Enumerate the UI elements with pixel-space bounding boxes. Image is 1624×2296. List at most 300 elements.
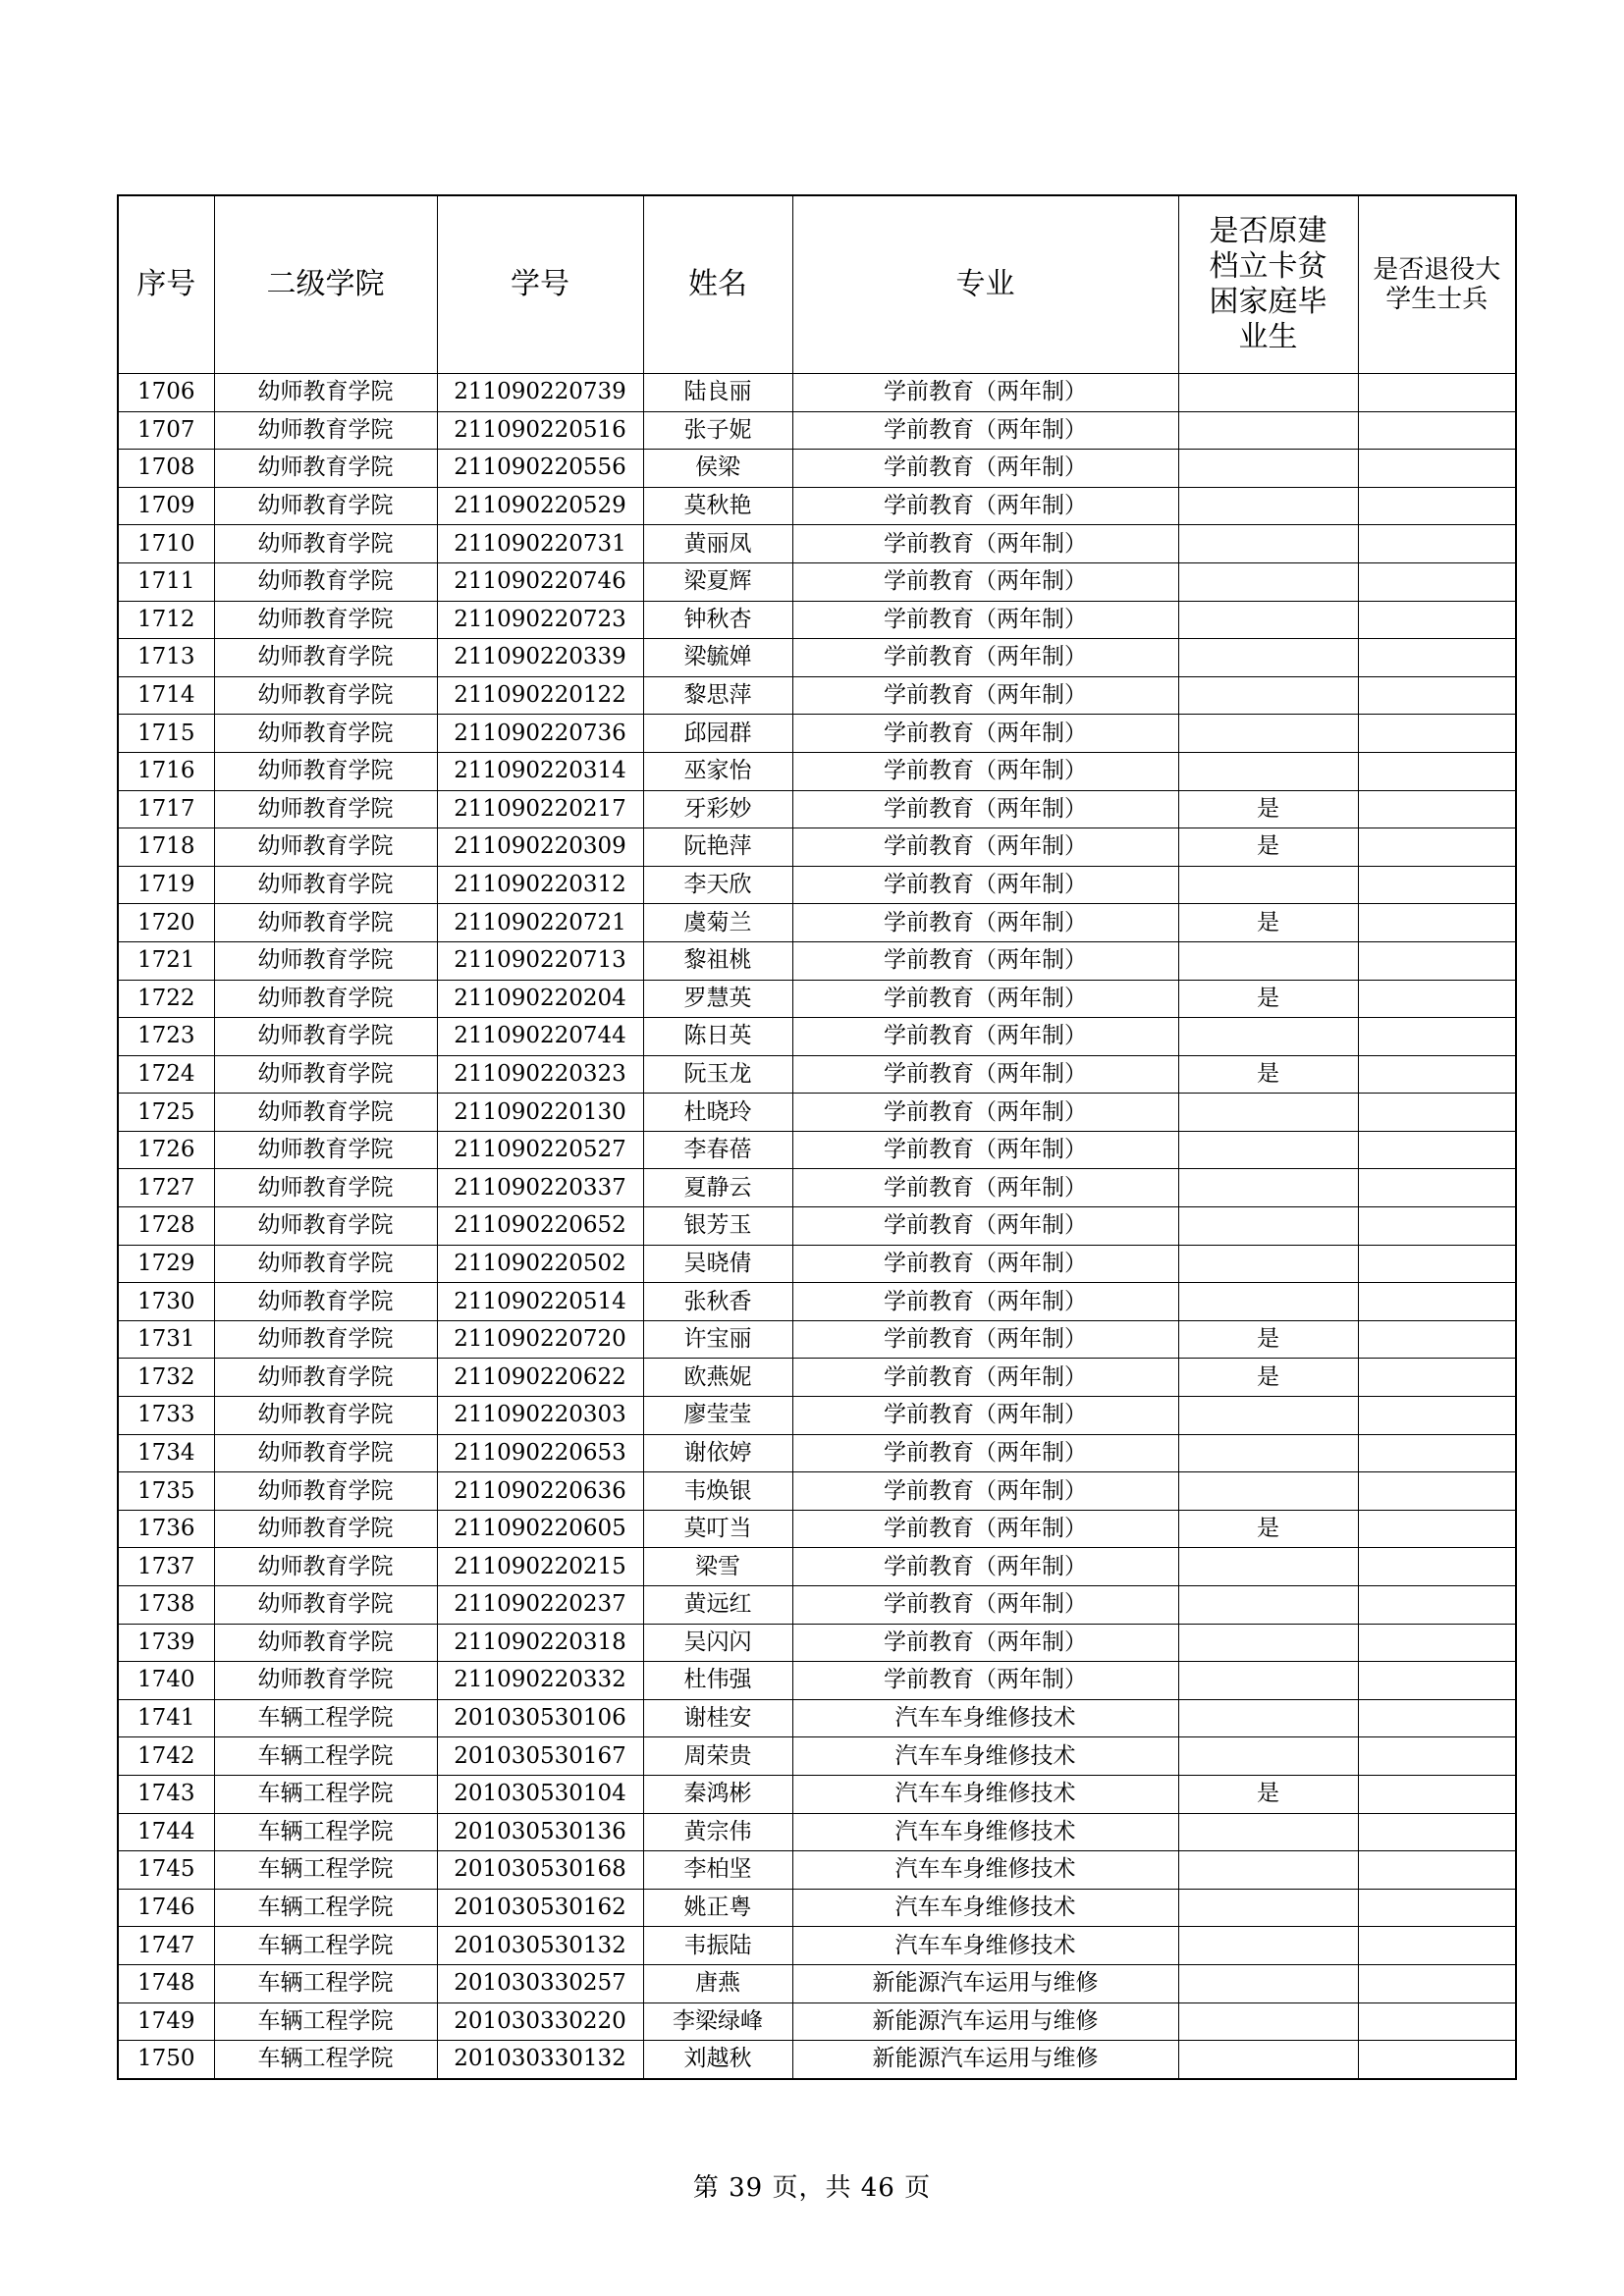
cell-major: 汽车车身维修技术 <box>792 1927 1178 1965</box>
cell-poverty <box>1178 1586 1358 1625</box>
cell-poverty <box>1178 752 1358 790</box>
cell-student-id: 211090220721 <box>437 904 643 942</box>
cell-seq: 1710 <box>118 525 214 563</box>
cell-student-id: 211090220237 <box>437 1586 643 1625</box>
table-row <box>118 1927 1516 1965</box>
table-row <box>118 1207 1516 1246</box>
cell-seq: 1719 <box>118 866 214 904</box>
cell-student-id: 211090220204 <box>437 980 643 1018</box>
cell-college: 幼师教育学院 <box>214 1131 437 1169</box>
cell-college: 幼师教育学院 <box>214 450 437 488</box>
cell-veteran <box>1358 1055 1516 1094</box>
cell-major: 学前教育（两年制） <box>792 1397 1178 1435</box>
table-row <box>118 676 1516 715</box>
cell-student-id: 211090220653 <box>437 1434 643 1472</box>
cell-student-id: 211090220529 <box>437 487 643 525</box>
cell-veteran <box>1358 450 1516 488</box>
cell-poverty <box>1178 562 1358 601</box>
cell-poverty <box>1178 1699 1358 1737</box>
cell-college: 幼师教育学院 <box>214 1359 437 1397</box>
cell-seq: 1746 <box>118 1889 214 1927</box>
cell-poverty <box>1178 1018 1358 1056</box>
table-row <box>118 1624 1516 1662</box>
cell-poverty <box>1178 1169 1358 1207</box>
cell-name: 黎祖桃 <box>643 941 792 980</box>
cell-seq: 1715 <box>118 715 214 753</box>
cell-college: 幼师教育学院 <box>214 904 437 942</box>
cell-seq: 1738 <box>118 1586 214 1625</box>
cell-seq: 1716 <box>118 752 214 790</box>
cell-college: 车辆工程学院 <box>214 1964 437 2002</box>
table-row <box>118 1131 1516 1169</box>
cell-seq: 1712 <box>118 601 214 639</box>
cell-name: 莫叮当 <box>643 1510 792 1548</box>
cell-veteran <box>1358 1131 1516 1169</box>
cell-poverty <box>1178 1851 1358 1890</box>
table-row <box>118 1662 1516 1700</box>
cell-poverty <box>1178 941 1358 980</box>
cell-major: 学前教育（两年制） <box>792 411 1178 450</box>
cell-major: 学前教育（两年制） <box>792 1169 1178 1207</box>
cell-student-id: 211090220122 <box>437 676 643 715</box>
cell-name: 唐燕 <box>643 1964 792 2002</box>
cell-name: 廖莹莹 <box>643 1397 792 1435</box>
cell-veteran <box>1358 1094 1516 1132</box>
table-row <box>118 1851 1516 1890</box>
table-row <box>118 1434 1516 1472</box>
cell-seq: 1718 <box>118 828 214 867</box>
table-row <box>118 1245 1516 1283</box>
table-row <box>118 941 1516 980</box>
cell-veteran <box>1358 1472 1516 1511</box>
cell-poverty <box>1178 676 1358 715</box>
cell-college: 幼师教育学院 <box>214 525 437 563</box>
cell-name: 邱园群 <box>643 715 792 753</box>
cell-seq: 1737 <box>118 1548 214 1586</box>
cell-veteran <box>1358 904 1516 942</box>
cell-seq: 1721 <box>118 941 214 980</box>
cell-major: 新能源汽车运用与维修 <box>792 1964 1178 2002</box>
cell-college: 幼师教育学院 <box>214 601 437 639</box>
cell-college: 幼师教育学院 <box>214 941 437 980</box>
cell-name: 黄远红 <box>643 1586 792 1625</box>
cell-major: 学前教育（两年制） <box>792 639 1178 677</box>
cell-seq: 1727 <box>118 1169 214 1207</box>
cell-poverty <box>1178 411 1358 450</box>
table-row <box>118 1472 1516 1511</box>
cell-name: 陈日英 <box>643 1018 792 1056</box>
cell-veteran <box>1358 1624 1516 1662</box>
cell-seq: 1706 <box>118 374 214 412</box>
table-row <box>118 1813 1516 1851</box>
cell-seq: 1726 <box>118 1131 214 1169</box>
cell-student-id: 211090220339 <box>437 639 643 677</box>
cell-seq: 1747 <box>118 1927 214 1965</box>
cell-name: 欧燕妮 <box>643 1359 792 1397</box>
cell-seq: 1717 <box>118 790 214 828</box>
cell-college: 车辆工程学院 <box>214 1813 437 1851</box>
cell-major: 学前教育（两年制） <box>792 374 1178 412</box>
cell-college: 幼师教育学院 <box>214 1055 437 1094</box>
cell-student-id: 211090220217 <box>437 790 643 828</box>
table-row <box>118 980 1516 1018</box>
cell-major: 学前教育（两年制） <box>792 752 1178 790</box>
cell-student-id: 201030530168 <box>437 1851 643 1890</box>
cell-college: 幼师教育学院 <box>214 1548 437 1586</box>
cell-college: 幼师教育学院 <box>214 676 437 715</box>
cell-seq: 1711 <box>118 562 214 601</box>
table-row <box>118 450 1516 488</box>
cell-major: 学前教育（两年制） <box>792 1624 1178 1662</box>
cell-name: 罗慧英 <box>643 980 792 1018</box>
cell-name: 张子妮 <box>643 411 792 450</box>
cell-name: 秦鸿彬 <box>643 1775 792 1813</box>
cell-major: 学前教育（两年制） <box>792 980 1178 1018</box>
table-row <box>118 1397 1516 1435</box>
table-row <box>118 1586 1516 1625</box>
cell-name: 侯梁 <box>643 450 792 488</box>
cell-college: 幼师教育学院 <box>214 866 437 904</box>
cell-veteran <box>1358 1548 1516 1586</box>
cell-veteran <box>1358 1207 1516 1246</box>
header-poverty-text: 是否原建档立卡贫困家庭毕业生 <box>1209 214 1327 354</box>
cell-seq: 1742 <box>118 1737 214 1776</box>
cell-name: 姚正粤 <box>643 1889 792 1927</box>
cell-name: 梁毓婵 <box>643 639 792 677</box>
cell-veteran <box>1358 1320 1516 1359</box>
table-row <box>118 1889 1516 1927</box>
cell-poverty <box>1178 1397 1358 1435</box>
cell-veteran <box>1358 1927 1516 1965</box>
cell-seq: 1709 <box>118 487 214 525</box>
cell-seq: 1748 <box>118 1964 214 2002</box>
cell-poverty <box>1178 1094 1358 1132</box>
cell-veteran <box>1358 1964 1516 2002</box>
cell-poverty: 是 <box>1178 904 1358 942</box>
cell-name: 黄宗伟 <box>643 1813 792 1851</box>
cell-major: 新能源汽车运用与维修 <box>792 2002 1178 2041</box>
header-student-id: 学号 <box>437 195 643 374</box>
cell-major: 学前教育（两年制） <box>792 562 1178 601</box>
cell-veteran <box>1358 941 1516 980</box>
cell-veteran <box>1358 601 1516 639</box>
cell-student-id: 201030530104 <box>437 1775 643 1813</box>
cell-poverty <box>1178 1434 1358 1472</box>
cell-seq: 1750 <box>118 2041 214 2079</box>
cell-veteran <box>1358 1510 1516 1548</box>
cell-poverty <box>1178 1964 1358 2002</box>
cell-major: 学前教育（两年制） <box>792 1207 1178 1246</box>
cell-college: 车辆工程学院 <box>214 1775 437 1813</box>
cell-student-id: 211090220605 <box>437 1510 643 1548</box>
cell-veteran <box>1358 1775 1516 1813</box>
header-poverty <box>1178 195 1358 374</box>
cell-seq: 1733 <box>118 1397 214 1435</box>
page-number: 第 39 页，共 46 页 <box>692 2173 932 2203</box>
cell-college: 幼师教育学院 <box>214 1320 437 1359</box>
cell-veteran <box>1358 374 1516 412</box>
table-row <box>118 639 1516 677</box>
cell-major: 汽车车身维修技术 <box>792 1699 1178 1737</box>
cell-college: 车辆工程学院 <box>214 1889 437 1927</box>
cell-veteran <box>1358 2002 1516 2041</box>
cell-name: 谢桂安 <box>643 1699 792 1737</box>
cell-poverty <box>1178 2041 1358 2079</box>
cell-seq: 1731 <box>118 1320 214 1359</box>
header-major: 专业 <box>792 195 1178 374</box>
table-row <box>118 1169 1516 1207</box>
cell-major: 学前教育（两年制） <box>792 1245 1178 1283</box>
cell-name: 巫家怡 <box>643 752 792 790</box>
cell-student-id: 211090220746 <box>437 562 643 601</box>
cell-poverty <box>1178 1472 1358 1511</box>
cell-poverty <box>1178 866 1358 904</box>
cell-student-id: 211090220739 <box>437 374 643 412</box>
cell-seq: 1741 <box>118 1699 214 1737</box>
cell-college: 幼师教育学院 <box>214 1397 437 1435</box>
cell-student-id: 211090220130 <box>437 1094 643 1132</box>
cell-seq: 1732 <box>118 1359 214 1397</box>
cell-name: 黄丽凤 <box>643 525 792 563</box>
cell-name: 钟秋杏 <box>643 601 792 639</box>
cell-veteran <box>1358 1245 1516 1283</box>
cell-veteran <box>1358 1397 1516 1435</box>
cell-veteran <box>1358 676 1516 715</box>
cell-veteran <box>1358 866 1516 904</box>
table-row <box>118 1094 1516 1132</box>
cell-seq: 1730 <box>118 1283 214 1321</box>
cell-poverty <box>1178 1889 1358 1927</box>
cell-college: 幼师教育学院 <box>214 1510 437 1548</box>
cell-college: 幼师教育学院 <box>214 980 437 1018</box>
cell-seq: 1714 <box>118 676 214 715</box>
cell-name: 李春蓓 <box>643 1131 792 1169</box>
cell-veteran <box>1358 790 1516 828</box>
table-row <box>118 1775 1516 1813</box>
header-college: 二级学院 <box>214 195 437 374</box>
cell-major: 学前教育（两年制） <box>792 676 1178 715</box>
cell-name: 谢依婷 <box>643 1434 792 1472</box>
cell-seq: 1708 <box>118 450 214 488</box>
cell-major: 学前教育（两年制） <box>792 1283 1178 1321</box>
table-row <box>118 1283 1516 1321</box>
cell-student-id: 201030530136 <box>437 1813 643 1851</box>
cell-student-id: 211090220337 <box>437 1169 643 1207</box>
cell-poverty <box>1178 1813 1358 1851</box>
cell-college: 幼师教育学院 <box>214 1094 437 1132</box>
cell-name: 虞菊兰 <box>643 904 792 942</box>
cell-veteran <box>1358 1359 1516 1397</box>
table-row <box>118 715 1516 753</box>
cell-student-id: 211090220215 <box>437 1548 643 1586</box>
cell-student-id: 211090220323 <box>437 1055 643 1094</box>
table-row <box>118 1510 1516 1548</box>
cell-seq: 1723 <box>118 1018 214 1056</box>
cell-student-id: 211090220318 <box>437 1624 643 1662</box>
cell-major: 新能源汽车运用与维修 <box>792 2041 1178 2079</box>
cell-seq: 1736 <box>118 1510 214 1548</box>
cell-major: 学前教育（两年制） <box>792 1548 1178 1586</box>
cell-veteran <box>1358 1169 1516 1207</box>
cell-seq: 1729 <box>118 1245 214 1283</box>
cell-veteran <box>1358 1851 1516 1890</box>
cell-veteran <box>1358 487 1516 525</box>
cell-major: 学前教育（两年制） <box>792 1018 1178 1056</box>
cell-student-id: 211090220556 <box>437 450 643 488</box>
cell-poverty: 是 <box>1178 1359 1358 1397</box>
cell-poverty <box>1178 1927 1358 1965</box>
cell-poverty <box>1178 1737 1358 1776</box>
cell-name: 陆良丽 <box>643 374 792 412</box>
cell-name: 刘越秋 <box>643 2041 792 2079</box>
cell-major: 学前教育（两年制） <box>792 601 1178 639</box>
cell-veteran <box>1358 752 1516 790</box>
cell-major: 汽车车身维修技术 <box>792 1813 1178 1851</box>
cell-student-id: 201030530167 <box>437 1737 643 1776</box>
cell-veteran <box>1358 1737 1516 1776</box>
cell-veteran <box>1358 1889 1516 1927</box>
cell-student-id: 211090220309 <box>437 828 643 867</box>
cell-college: 幼师教育学院 <box>214 828 437 867</box>
cell-student-id: 211090220652 <box>437 1207 643 1246</box>
cell-poverty: 是 <box>1178 980 1358 1018</box>
cell-name: 张秋香 <box>643 1283 792 1321</box>
cell-seq: 1749 <box>118 2002 214 2041</box>
cell-major: 学前教育（两年制） <box>792 866 1178 904</box>
cell-college: 幼师教育学院 <box>214 790 437 828</box>
cell-name: 夏静云 <box>643 1169 792 1207</box>
cell-major: 学前教育（两年制） <box>792 525 1178 563</box>
cell-major: 学前教育（两年制） <box>792 1320 1178 1359</box>
cell-poverty <box>1178 1207 1358 1246</box>
cell-college: 幼师教育学院 <box>214 752 437 790</box>
table-row <box>118 1018 1516 1056</box>
cell-poverty <box>1178 639 1358 677</box>
cell-veteran <box>1358 715 1516 753</box>
cell-student-id: 211090220514 <box>437 1283 643 1321</box>
cell-major: 学前教育（两年制） <box>792 450 1178 488</box>
cell-major: 学前教育（两年制） <box>792 715 1178 753</box>
table-row <box>118 866 1516 904</box>
cell-seq: 1745 <box>118 1851 214 1890</box>
table-row <box>118 525 1516 563</box>
cell-seq: 1743 <box>118 1775 214 1813</box>
cell-poverty <box>1178 601 1358 639</box>
cell-seq: 1735 <box>118 1472 214 1511</box>
cell-poverty <box>1178 1662 1358 1700</box>
cell-major: 学前教育（两年制） <box>792 904 1178 942</box>
cell-poverty <box>1178 1548 1358 1586</box>
cell-student-id: 211090220312 <box>437 866 643 904</box>
cell-poverty <box>1178 374 1358 412</box>
cell-college: 车辆工程学院 <box>214 2041 437 2079</box>
table-row <box>118 904 1516 942</box>
cell-veteran <box>1358 1283 1516 1321</box>
cell-student-id: 211090220314 <box>437 752 643 790</box>
cell-student-id: 211090220332 <box>437 1662 643 1700</box>
header-seq: 序号 <box>118 195 214 374</box>
cell-poverty <box>1178 715 1358 753</box>
cell-poverty <box>1178 450 1358 488</box>
cell-name: 牙彩妙 <box>643 790 792 828</box>
cell-poverty: 是 <box>1178 1055 1358 1094</box>
cell-veteran <box>1358 525 1516 563</box>
cell-poverty <box>1178 487 1358 525</box>
cell-major: 学前教育（两年制） <box>792 1055 1178 1094</box>
cell-veteran <box>1358 980 1516 1018</box>
cell-college: 幼师教育学院 <box>214 1662 437 1700</box>
cell-poverty <box>1178 1245 1358 1283</box>
header-veteran-text: 是否退役大学生士兵 <box>1373 255 1501 314</box>
cell-student-id: 201030330257 <box>437 1964 643 2002</box>
table-row <box>118 487 1516 525</box>
cell-name: 梁雪 <box>643 1548 792 1586</box>
cell-major: 学前教育（两年制） <box>792 1359 1178 1397</box>
cell-major: 学前教育（两年制） <box>792 487 1178 525</box>
cell-major: 学前教育（两年制） <box>792 828 1178 867</box>
cell-college: 幼师教育学院 <box>214 639 437 677</box>
cell-major: 汽车车身维修技术 <box>792 1851 1178 1890</box>
cell-student-id: 211090220720 <box>437 1320 643 1359</box>
header-name: 姓名 <box>643 195 792 374</box>
table-row <box>118 752 1516 790</box>
cell-student-id: 211090220636 <box>437 1472 643 1511</box>
cell-poverty: 是 <box>1178 1775 1358 1813</box>
cell-college: 幼师教育学院 <box>214 1624 437 1662</box>
cell-student-id: 211090220731 <box>437 525 643 563</box>
table-row <box>118 1737 1516 1776</box>
cell-major: 学前教育（两年制） <box>792 1131 1178 1169</box>
cell-veteran <box>1358 1813 1516 1851</box>
cell-student-id: 201030530106 <box>437 1699 643 1737</box>
cell-name: 周荣贵 <box>643 1737 792 1776</box>
cell-seq: 1725 <box>118 1094 214 1132</box>
cell-student-id: 211090220723 <box>437 601 643 639</box>
cell-poverty: 是 <box>1178 828 1358 867</box>
cell-veteran <box>1358 562 1516 601</box>
table-row <box>118 1055 1516 1094</box>
cell-name: 李梁绿峰 <box>643 2002 792 2041</box>
table-row <box>118 828 1516 867</box>
cell-veteran <box>1358 1018 1516 1056</box>
cell-college: 车辆工程学院 <box>214 1851 437 1890</box>
header-veteran <box>1358 195 1516 374</box>
cell-name: 韦焕银 <box>643 1472 792 1511</box>
cell-major: 汽车车身维修技术 <box>792 1775 1178 1813</box>
cell-major: 学前教育（两年制） <box>792 790 1178 828</box>
cell-name: 阮玉龙 <box>643 1055 792 1094</box>
cell-name: 黎思萍 <box>643 676 792 715</box>
cell-college: 车辆工程学院 <box>214 2002 437 2041</box>
cell-student-id: 201030330132 <box>437 2041 643 2079</box>
cell-student-id: 211090220713 <box>437 941 643 980</box>
cell-student-id: 201030530162 <box>437 1889 643 1927</box>
cell-student-id: 201030330220 <box>437 2002 643 2041</box>
cell-seq: 1734 <box>118 1434 214 1472</box>
cell-student-id: 211090220527 <box>437 1131 643 1169</box>
cell-poverty <box>1178 525 1358 563</box>
cell-name: 吴晓倩 <box>643 1245 792 1283</box>
cell-student-id: 211090220516 <box>437 411 643 450</box>
cell-college: 幼师教育学院 <box>214 1586 437 1625</box>
cell-name: 韦振陆 <box>643 1927 792 1965</box>
cell-student-id: 211090220303 <box>437 1397 643 1435</box>
cell-student-id: 211090220744 <box>437 1018 643 1056</box>
cell-college: 幼师教育学院 <box>214 374 437 412</box>
cell-name: 李柏坚 <box>643 1851 792 1890</box>
cell-poverty <box>1178 1624 1358 1662</box>
table-row <box>118 374 1516 412</box>
